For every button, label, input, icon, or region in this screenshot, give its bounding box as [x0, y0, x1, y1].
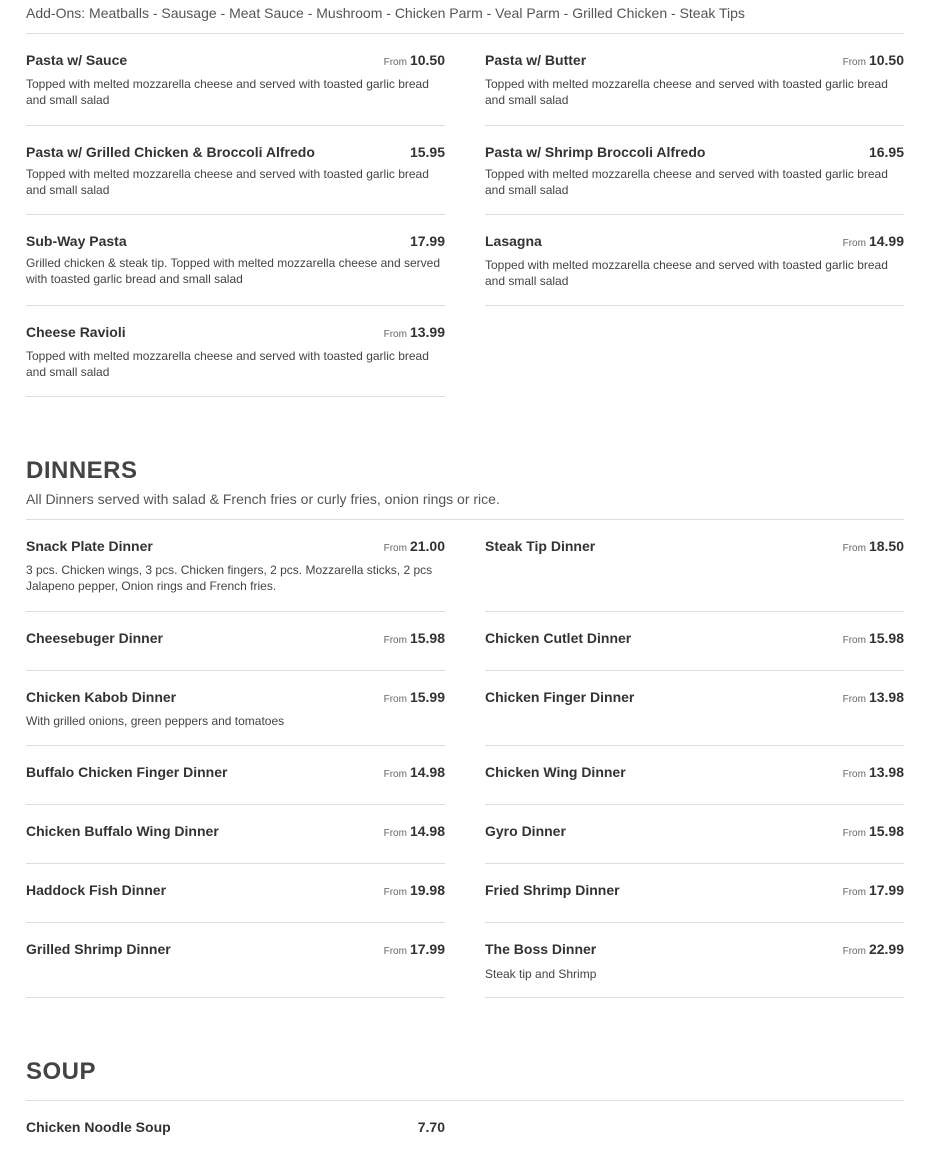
- menu-item[interactable]: [485, 671, 904, 746]
- section-title-dinners: DINNERS: [26, 457, 138, 484]
- item-price: [866, 144, 904, 163]
- menu-item[interactable]: [26, 864, 445, 923]
- price-value: 14.99: [868, 233, 904, 249]
- item-name: Lasagna: [485, 233, 542, 249]
- price-from-label: From: [383, 769, 407, 780]
- price-value: 22.99: [868, 941, 904, 957]
- price-from-label: From: [842, 828, 866, 839]
- price-value: 19.98: [409, 882, 445, 898]
- item-name: Cheesebuger Dinner: [26, 630, 163, 646]
- menu-item[interactable]: [26, 215, 445, 306]
- item-name: Chicken Wing Dinner: [485, 764, 626, 780]
- item-description: Topped with melted mozzarella cheese and served with toasted garlic bread and small salad: [485, 77, 888, 107]
- item-description: Grilled chicken & steak tip. Topped with melted mozzarella cheese and served with toasted garlic bread and small salad: [26, 256, 440, 286]
- item-name: Chicken Kabob Dinner: [26, 689, 177, 705]
- price-from-label: From: [842, 238, 866, 249]
- menu-item[interactable]: [485, 215, 904, 306]
- price-from-label: From: [842, 769, 866, 780]
- item-price: [407, 144, 445, 163]
- item-name: Pasta w/ Grilled Chicken & Broccoli Alfredo: [26, 144, 315, 160]
- menu-item[interactable]: [26, 306, 445, 397]
- dinners-column-right: [485, 520, 904, 998]
- item-price: [384, 882, 445, 901]
- menu-item[interactable]: [26, 1101, 445, 1150]
- item-price: [843, 630, 904, 649]
- item-price: [407, 233, 445, 252]
- item-name: Pasta w/ Shrimp Broccoli Alfredo: [485, 144, 706, 160]
- menu-item[interactable]: [485, 612, 904, 671]
- item-name: Snack Plate Dinner: [26, 538, 153, 554]
- price-from-label: From: [842, 946, 866, 957]
- item-name: Grilled Shrimp Dinner: [26, 941, 171, 957]
- price-value: 14.98: [409, 764, 445, 780]
- section-title-soup: SOUP: [26, 1058, 97, 1085]
- price-value: 10.50: [868, 52, 904, 68]
- price-value: 10.50: [409, 52, 445, 68]
- menu-item[interactable]: [26, 671, 445, 746]
- item-price: [384, 689, 445, 708]
- price-from-label: From: [383, 946, 407, 957]
- item-name: Pasta w/ Butter: [485, 52, 587, 68]
- item-name: Buffalo Chicken Finger Dinner: [26, 764, 228, 780]
- item-name: Fried Shrimp Dinner: [485, 882, 620, 898]
- item-description: Topped with melted mozzarella cheese and served with toasted garlic bread and small salad: [26, 349, 429, 379]
- soup-column-left: [26, 1101, 445, 1150]
- price-value: 15.99: [409, 689, 445, 705]
- item-price: [384, 630, 445, 649]
- pasta-column-left: [26, 34, 445, 397]
- price-from-label: From: [383, 635, 407, 646]
- price-from-label: From: [383, 57, 407, 68]
- menu-item[interactable]: [485, 34, 904, 126]
- item-name: The Boss Dinner: [485, 941, 597, 957]
- item-name: Pasta w/ Sauce: [26, 52, 128, 68]
- item-price: [843, 52, 904, 71]
- item-name: Chicken Finger Dinner: [485, 689, 635, 705]
- menu-item[interactable]: [26, 805, 445, 864]
- item-price: [843, 689, 904, 708]
- item-price: [843, 764, 904, 783]
- menu-item[interactable]: [485, 746, 904, 805]
- item-description: Topped with melted mozzarella cheese and served with toasted garlic bread and small salad: [26, 167, 429, 197]
- item-name: Chicken Buffalo Wing Dinner: [26, 823, 219, 839]
- menu-item[interactable]: [26, 746, 445, 805]
- menu-item[interactable]: [485, 126, 904, 215]
- item-name: Chicken Noodle Soup: [26, 1119, 171, 1135]
- price-from-label: From: [383, 543, 407, 554]
- item-name: Haddock Fish Dinner: [26, 882, 167, 898]
- item-price: [843, 823, 904, 842]
- item-price: [843, 233, 904, 252]
- item-name: Cheese Ravioli: [26, 324, 126, 340]
- item-price: [384, 823, 445, 842]
- menu-item[interactable]: [485, 805, 904, 864]
- price-from-label: From: [842, 57, 866, 68]
- menu-item[interactable]: [26, 520, 445, 612]
- item-description: Steak tip and Shrimp: [485, 967, 597, 981]
- menu-item[interactable]: [26, 34, 445, 126]
- item-price: [384, 764, 445, 783]
- price-from-label: From: [842, 543, 866, 554]
- dinners-column-left: [26, 520, 445, 998]
- price-from-label: From: [383, 694, 407, 705]
- price-from-label: From: [842, 694, 866, 705]
- price-value: 17.99: [409, 233, 445, 249]
- item-description: With grilled onions, green peppers and tomatoes: [26, 714, 285, 728]
- menu-item[interactable]: [485, 864, 904, 923]
- price-from-label: From: [383, 329, 407, 340]
- pasta-column-right: [485, 34, 904, 306]
- menu-item[interactable]: [26, 126, 445, 215]
- item-price: [384, 324, 445, 343]
- item-price: [843, 538, 904, 557]
- price-value: 13.99: [409, 324, 445, 340]
- price-value: 15.95: [409, 144, 445, 160]
- price-value: 17.99: [868, 882, 904, 898]
- item-price: [415, 1119, 445, 1138]
- price-from-label: From: [383, 887, 407, 898]
- item-description: Topped with melted mozzarella cheese and served with toasted garlic bread and small salad: [26, 77, 429, 107]
- item-price: [843, 941, 904, 960]
- price-value: 15.98: [409, 630, 445, 646]
- menu-item[interactable]: [26, 612, 445, 671]
- item-price: [384, 538, 445, 557]
- menu-item[interactable]: [485, 923, 904, 998]
- price-value: 7.70: [417, 1119, 445, 1135]
- price-value: 13.98: [868, 764, 904, 780]
- menu-item[interactable]: [485, 520, 904, 612]
- price-value: 17.99: [409, 941, 445, 957]
- item-price: [384, 52, 445, 71]
- section-subtitle-dinners: All Dinners served with salad & French fries or curly fries, onion rings or rice.: [26, 491, 500, 507]
- price-value: 18.50: [868, 538, 904, 554]
- item-name: Sub-Way Pasta: [26, 233, 127, 249]
- price-value: 15.98: [868, 823, 904, 839]
- price-value: 21.00: [409, 538, 445, 554]
- price-from-label: From: [383, 828, 407, 839]
- item-description: 3 pcs. Chicken wings, 3 pcs. Chicken fingers, 2 pcs. Mozzarella sticks, 2 pcs Jalapeno pepper, Onion rings and French fries.: [26, 563, 433, 593]
- item-name: Chicken Cutlet Dinner: [485, 630, 632, 646]
- item-price: [384, 941, 445, 960]
- item-description: Topped with melted mozzarella cheese and served with toasted garlic bread and small salad: [485, 167, 888, 197]
- item-name: Gyro Dinner: [485, 823, 566, 839]
- item-name: Steak Tip Dinner: [485, 538, 596, 554]
- price-value: 16.95: [868, 144, 904, 160]
- menu-item[interactable]: [26, 923, 445, 998]
- item-price: [843, 882, 904, 901]
- price-value: 14.98: [409, 823, 445, 839]
- price-from-label: From: [842, 887, 866, 898]
- addons-text: Add-Ons: Meatballs - Sausage - Meat Sauce - Mushroom - Chicken Parm - Veal Parm - Grilled Chicken - Steak Tips: [26, 5, 745, 21]
- price-value: 13.98: [868, 689, 904, 705]
- price-value: 15.98: [868, 630, 904, 646]
- item-description: Topped with melted mozzarella cheese and served with toasted garlic bread and small salad: [485, 258, 888, 288]
- price-from-label: From: [842, 635, 866, 646]
